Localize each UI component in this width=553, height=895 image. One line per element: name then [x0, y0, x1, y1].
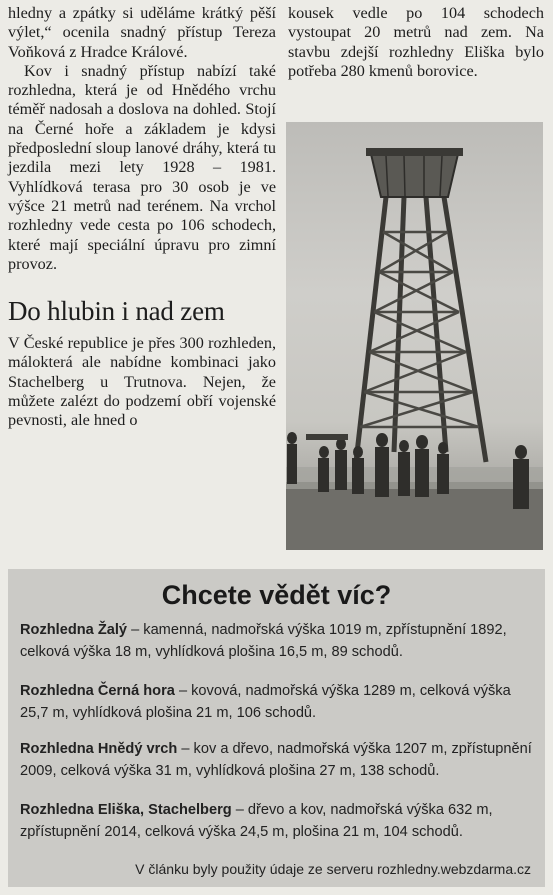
left-column — [8, 4, 276, 431]
entry-name: Rozhledna Žalý — [20, 622, 128, 638]
infobox-entry-cerna-hora — [20, 680, 535, 724]
entry-name: Rozhledna Hnědý vrch — [20, 741, 178, 757]
infobox-entry-zaly — [20, 619, 535, 663]
infobox-title: Chcete vědět víc? — [161, 580, 392, 610]
infobox — [8, 569, 545, 887]
tower-illustration — [286, 122, 543, 550]
right-column — [288, 4, 544, 81]
paragraph-intro: hledny a zpátky si uděláme krátký pěší výlet,“ ocenila snadný přístup Tereza Voňková z Hradce Králové. — [8, 4, 276, 61]
paragraph-stachelberg: V České republice je přes 300 rozhleden, málokterá ale nabídne kombinaci jako Stachelberg u Trutnova. Nejen, že můžete zalézt do podzemí obří vojenské pevnosti, ale hned o — [8, 334, 276, 430]
source-note: V článku byly použity údaje ze serveru rozhledny.webzdarma.cz — [135, 861, 531, 877]
entry-text: – kamenná, nadmořská výška 1019 m, zpřístupnění 1892, celková výška 18 m, vyhlídková plošina 16,5 m, 89 schodů. — [20, 622, 507, 660]
infobox-entry-hnedy-vrch — [20, 738, 535, 782]
entry-name: Rozhledna Černá hora — [20, 683, 175, 699]
paragraph-cerna-hora: Kov i snadný přístup nabízí také rozhledna, která je od Hnědého vrchu téměř nadosah a doslova na dohled. Stojí na Černé hoře a základem je kdysi předposlední sloup lanové dráhy, která tu jezdila mezi lety 1928 – 1981. Vyhlídková terasa pro 30 osob je ve výšce 21 metrů nad terénem. Na vrchol rozhledny vede cesta po 106 schodech, které mají speciální úpravu pro zimní provoz. — [8, 61, 276, 273]
entry-name: Rozhledna Eliška, Stachelberg — [20, 802, 232, 818]
infobox-entry-eliska — [20, 799, 535, 843]
entry-text: – kov a dřevo, nadmořská výška 1207 m, zpřístupnění 2009, celková výška 31 m, vyhlídková plošina 27 m, 138 schodů. — [20, 741, 532, 779]
paragraph-eliska: kousek vedle po 104 schodech vystoupat 20 metrů nad zem. Na stavbu zdejší rozhledny Eliška bylo potřeba 280 kmenů borovice. — [288, 4, 544, 80]
tower-photo — [286, 122, 543, 550]
entry-text: – dřevo a kov, nadmořská výška 632 m, zpřístupnění 2014, celková výška 24,5 m, plošina 21 m, 104 schodů. — [20, 802, 493, 840]
entry-text: – kovová, nadmořská výška 1289 m, celková výška 25,7 m, vyhlídková plošina 21 m, 106 schodů. — [20, 683, 511, 721]
section-heading: Do hlubin i nad zem — [8, 296, 225, 327]
